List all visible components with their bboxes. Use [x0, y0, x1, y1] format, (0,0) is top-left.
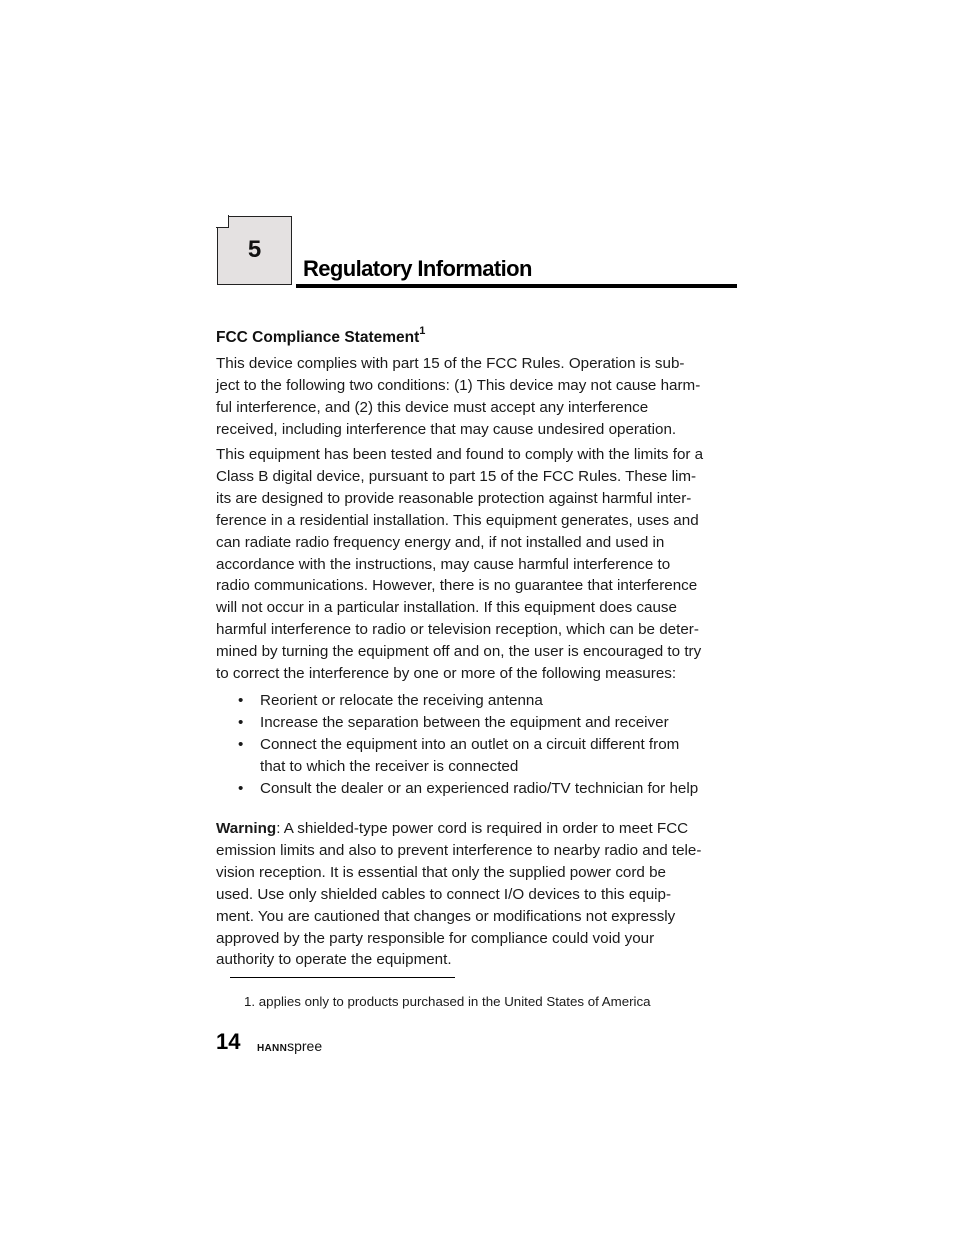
text-line: ment. You are cautioned that changes or modifications not expressly	[216, 907, 676, 925]
footnote-rule	[230, 977, 455, 978]
list-item	[216, 778, 741, 800]
text-line: ference in a residential installation. This equipment generates, uses and	[216, 511, 699, 529]
text-line: mined by turning the equipment off and on, the user is encouraged to try	[216, 643, 702, 661]
measures-list	[216, 690, 741, 800]
brand-logo	[257, 1038, 322, 1054]
warning-paragraph	[216, 818, 741, 971]
text-line: received, including interference that may cause undesired operation.	[216, 420, 677, 438]
title-rule	[296, 284, 737, 288]
chapter-number: 5	[247, 236, 262, 263]
text-line: will not occur in a particular installation. If this equipment does cause	[216, 599, 677, 617]
brand-logo-light: spree	[287, 1038, 323, 1054]
footnote: 1. applies only to products purchased in the United States of America	[244, 994, 651, 1009]
text-line: authority to operate the equipment.	[216, 951, 452, 969]
section-heading-text: FCC Compliance Statement	[216, 329, 420, 347]
list-item-text: • Connect the equipment into an outlet on a circuit different from	[260, 735, 680, 753]
footnote-marker: 1	[419, 325, 426, 337]
brand-logo-bold: HANN	[257, 1043, 288, 1054]
equipment-paragraph	[216, 444, 741, 685]
list-item-text: that to which the receiver is connected	[260, 757, 519, 775]
text-line: This equipment has been tested and found to comply with the limits for a	[216, 446, 704, 463]
compliance-paragraph	[216, 353, 741, 441]
text-line: can radiate radio frequency energy and, if not installed and used in	[216, 533, 665, 551]
text-line: to correct the interference by one or more of the following measures:	[216, 665, 677, 683]
text-line: ful interference, and (2) this device must accept any interference	[216, 398, 649, 416]
text-line: approved by the party responsible for compliance could void your	[216, 929, 655, 947]
text-line	[216, 818, 741, 840]
list-item-text: • Consult the dealer or an experienced radio/TV technician for help	[260, 779, 699, 797]
list-item-text: • Reorient or relocate the receiving antenna	[260, 692, 543, 709]
chapter-title: Regulatory Information	[303, 256, 532, 281]
list-item	[216, 690, 741, 712]
warning-label: Warning	[216, 820, 277, 837]
section-heading	[216, 327, 425, 347]
list-item	[216, 712, 741, 734]
text-line: ject to the following two conditions: (1) This device may not cause harm-	[216, 376, 701, 394]
chapter-number-box	[217, 216, 292, 285]
list-item	[216, 734, 741, 778]
text-line: emission limits and also to prevent interference to nearby radio and tele-	[216, 841, 702, 859]
text-line: harmful interference to radio or television reception, which can be deter-	[216, 621, 699, 639]
text-line: Class B digital device, pursuant to part 15 of the FCC Rules. These lim-	[216, 467, 697, 485]
text-line: its are designed to provide reasonable protection against harmful inter-	[216, 489, 692, 507]
text-line: radio communications. However, there is no guarantee that interference	[216, 577, 698, 595]
page-number: 14	[216, 1029, 241, 1054]
text-line: accordance with the instructions, may cause harmful interference to	[216, 555, 671, 573]
text-line: This device complies with part 15 of the FCC Rules. Operation is sub-	[216, 355, 685, 372]
text-line: used. Use only shielded cables to connect I/O devices to this equip-	[216, 885, 672, 903]
text-line: vision reception. It is essential that only the supplied power cord be	[216, 863, 666, 881]
list-item-text: • Increase the separation between the equipment and receiver	[260, 713, 669, 731]
warning-first-line: : A shielded-type power cord is required in order to meet FCC	[276, 820, 689, 837]
